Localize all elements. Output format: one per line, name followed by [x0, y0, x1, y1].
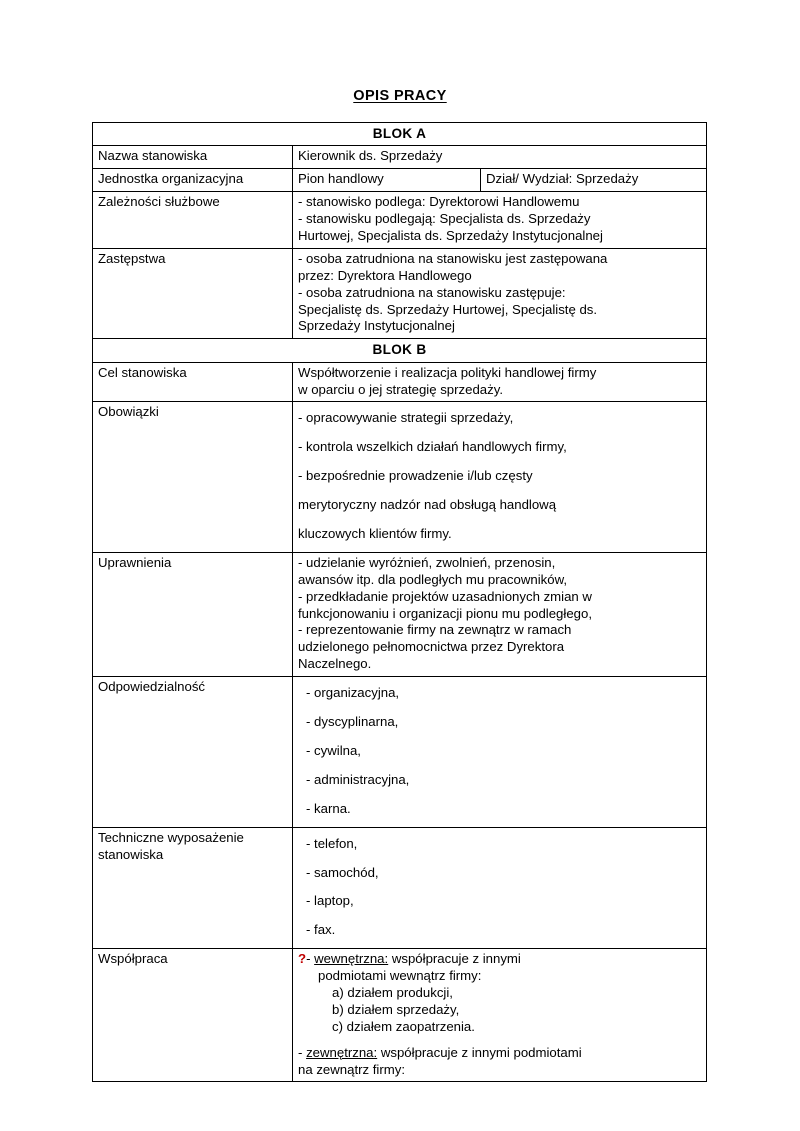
pion-handlowy-value: Pion handlowy [293, 169, 481, 191]
page-title [0, 88, 800, 104]
wspolpraca-external-line-1 [298, 1045, 701, 1062]
row-value-odpowiedzialnosc [293, 677, 707, 827]
text-line: w oparciu o jej strategię sprzedaży. [298, 381, 503, 397]
wspolpraca-internal-item: b) działem sprzedaży, [332, 1001, 460, 1017]
wspolpraca-internal-line-1 [298, 951, 701, 968]
text-line: Sprzedaży Instytucjonalnej [298, 318, 455, 334]
row-value-zastepstwa [293, 248, 707, 338]
dash-internal: - [306, 951, 311, 967]
text-line: - kontrola wszelkich działań handlowych firmy, [298, 439, 567, 455]
blok-b-header: BLOK B [93, 339, 707, 362]
wspolpraca-external-line-2: na zewnątrz firmy: [298, 1061, 405, 1077]
table-row-blok-a-header [93, 123, 707, 146]
table-row-obowiazki [93, 402, 707, 552]
table-row-uprawnienia [93, 552, 707, 676]
text-line: - przedkładanie projektów uzasadnionych zmian w [298, 588, 592, 604]
text-line: - opracowywanie strategii sprzedaży, [298, 410, 514, 426]
row-label-odpowiedzialnosc: Odpowiedzialność [93, 677, 293, 827]
dzial-wydzial-value: Dział/ Wydział: Sprzedaży [486, 171, 639, 187]
table-row-nazwa-stanowiska [93, 146, 707, 169]
text-line: - reprezentowanie firmy na zewnątrz w ramach [298, 622, 572, 638]
text-line: - udzielanie wyróżnień, zwolnień, przenosin, [298, 554, 556, 570]
table-row-wspolpraca [93, 949, 707, 1082]
row-label-jednostka-organizacyjna: Jednostka organizacyjna [93, 169, 293, 192]
row-value-cel-stanowiska [293, 362, 707, 402]
page-title-text: OPIS PRACY [353, 88, 447, 104]
text-line: - organizacyjna, [306, 685, 400, 701]
wspolpraca-internal-item: c) działem zaopatrzenia. [332, 1018, 475, 1034]
text-line: udzielonego pełnomocnictwa przez Dyrektora [298, 639, 565, 655]
row-value-zaleznosci-sluzbowe [293, 192, 707, 249]
text-line: - laptop, [306, 893, 354, 909]
question-mark-marker: ? [298, 951, 307, 967]
text-line: - fax. [306, 922, 336, 938]
text-line: awansów itp. dla podległych mu pracowników, [298, 571, 568, 587]
text-line: funkcjonowaniu i organizacji pionu mu podległego, [298, 605, 592, 621]
wspolpraca-internal-item: a) działem produkcji, [332, 984, 453, 1000]
row-label-cel-stanowiska: Cel stanowiska [93, 362, 293, 402]
text-line: - cywilna, [306, 742, 361, 758]
text-line: - samochód, [306, 864, 379, 880]
table-row-cel-stanowiska [93, 362, 707, 402]
text-line: - karna. [306, 800, 351, 816]
table-row-zastepstwa [93, 248, 707, 338]
row-label-zaleznosci-sluzbowe: Zależności służbowe [93, 192, 293, 249]
row-label-zastepstwa: Zastępstwa [93, 248, 293, 338]
row-value-nazwa-stanowiska: Kierownik ds. Sprzedaży [293, 146, 707, 169]
text-line: - stanowisko podlega: Dyrektorowi Handlowemu [298, 194, 580, 210]
text-line: - osoba zatrudniona na stanowisku zastępuje: [298, 284, 566, 300]
text-line: Hurtowej, Specjalista ds. Sprzedaży Instytucjonalnej [298, 227, 603, 243]
text-line: - stanowisku podlegają: Specjalista ds. Sprzedaży [298, 211, 591, 227]
text-line: merytoryczny nadzór nad obsługą handlową [298, 497, 557, 513]
text-line: przez: Dyrektora Handlowego [298, 267, 472, 283]
external-text-first: współpracuje z innymi podmiotami [377, 1044, 582, 1060]
wspolpraca-internal-line-2: podmiotami wewnątrz firmy: [318, 968, 482, 984]
row-label-nazwa-stanowiska: Nazwa stanowiska [93, 146, 293, 169]
table-row-odpowiedzialnosc [93, 677, 707, 827]
row-value-uprawnienia [293, 552, 707, 676]
text-line: Współtworzenie i realizacja polityki handlowej firmy [298, 364, 597, 380]
row-label-techniczne-wyposazenie: Techniczne wyposażenie stanowiska [93, 827, 293, 949]
row-label-wspolpraca: Współpraca [93, 949, 293, 1082]
split-container [293, 169, 706, 191]
text-line: kluczowych klientów firmy. [298, 526, 452, 542]
text-line: - bezpośrednie prowadzenie i/lub częsty [298, 468, 533, 484]
text-line: - telefon, [306, 835, 358, 851]
row-value-obowiazki [293, 402, 707, 552]
row-label-obowiazki: Obowiązki [93, 402, 293, 552]
term-zewnetrzna: zewnętrzna: [306, 1044, 378, 1060]
dash-external: - [298, 1044, 303, 1060]
term-wewnetrzna: wewnętrzna: [314, 951, 389, 967]
row-value-jednostka-organizacyjna [293, 169, 707, 192]
table-row-blok-b-header [93, 339, 707, 362]
text-line: Naczelnego. [298, 656, 372, 672]
text-line: - dyscyplinarna, [306, 714, 399, 730]
table-row-techniczne-wyposazenie [93, 827, 707, 949]
row-value-techniczne-wyposazenie [293, 827, 707, 949]
text-line: - osoba zatrudniona na stanowisku jest zastępowana [298, 250, 608, 266]
row-value-wspolpraca [293, 949, 707, 1082]
job-description-table [92, 122, 707, 1082]
table-row-zaleznosci-sluzbowe [93, 192, 707, 249]
table-row-jednostka-organizacyjna [93, 169, 707, 192]
text-line: - administracyjna, [306, 771, 410, 787]
blok-a-header: BLOK A [93, 123, 707, 146]
paragraph-gap [298, 1036, 701, 1045]
internal-text-first: współpracuje z innymi [388, 951, 521, 967]
text-line: Specjalistę ds. Sprzedaży Hurtowej, Specjalistę ds. [298, 301, 598, 317]
row-label-uprawnienia: Uprawnienia [93, 552, 293, 676]
